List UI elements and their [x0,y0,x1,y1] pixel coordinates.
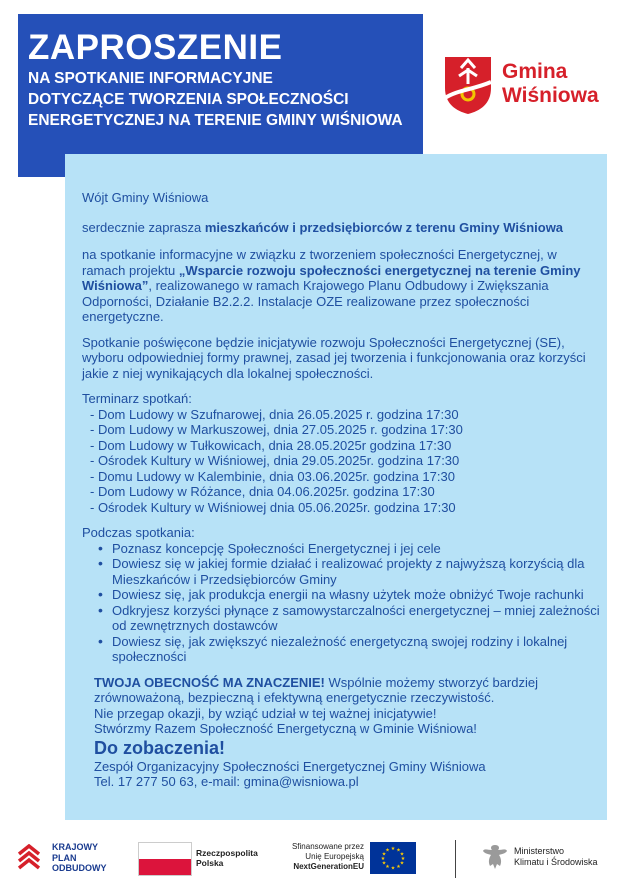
benefit-item: • Poznasz koncepcję Społeczności Energetycznej i jej cele [98,541,602,557]
eu-line: Unię Europejską [305,852,364,861]
benefit-item: • Dowiesz się, jak produkcja energii na własny użytek może obniżyć Twoje rachunki [98,587,602,603]
svg-text:★: ★ [399,860,405,867]
during-title: Podczas spotkania: [82,525,195,540]
closing-heading: Do zobaczenia! [94,737,226,758]
logo-line: Gmina [502,60,568,83]
svg-text:★: ★ [390,865,396,872]
ministry-line: Klimatu i Środowiska [514,857,598,867]
project-name: „Wsparcie rozwoju społeczności energetycznej na terenie Gminy Wiśniowa” [82,262,581,293]
schedule-item: - Dom Ludowy w Markuszowej, dnia 27.05.2025 r. godzina 17:30 [90,422,463,437]
invite-audience: mieszkańców i przedsiębiorców z terenu Gminy Wiśniowa [204,219,564,235]
svg-text:★: ★ [399,851,405,858]
schedule-item: - Domu Ludowy w Kalembinie, dnia 03.06.2025r. godzina 17:30 [90,468,455,484]
subtitle-line: NA SPOTKANIE INFORMACYJNE [28,70,273,87]
logo-line: Wiśniowa [502,84,599,107]
benefit-item: • Dowiesz się, jak zwiększyć niezależność energetyczną swojej rodziny i lokalnej społeczności [98,634,602,665]
schedule-item: - Dom Ludowy w Szufnarowej, dnia 26.05.2025 r. godzina 17:30 [90,406,459,422]
eagle-emblem-icon [482,842,508,872]
eu-line: NextGenerationEU [293,862,364,871]
kpo-line: PLAN [52,852,77,863]
eu-flag-icon [370,842,416,874]
kpo-line: KRAJOWY [52,842,99,852]
svg-text:★: ★ [390,846,396,852]
gmina-logo [442,52,612,122]
page-subtitle [28,68,418,131]
invite-prefix: serdecznie zaprasza [82,219,205,235]
svg-text:★: ★ [381,851,387,858]
schedule-list [82,407,602,516]
invite-line [82,220,602,236]
importance-text: Wspólnie możemy stworzyć bardziej zrównoważoną, bezpieczną i efektywną energetycznie rzeczywistość. [94,674,538,705]
schedule-item: - Dom Ludowy w Różance, dnia 04.06.2025r. godzina 17:30 [90,484,435,499]
slogan-line: Stwórzmy Razem Społeczność Energetyczną w Gminie Wiśniowa! [94,721,477,736]
svg-text:★: ★ [400,856,406,862]
subtitle-line: ENERGETYCZNEJ NA TERENIE GMINY WIŚNIOWA [28,112,403,129]
eu-funding-text [286,842,364,872]
team-line: Zespół Organizacyjny Społeczności Energetycznej Gminy Wiśniowa [94,758,486,774]
benefit-item: • Odkryjesz korzyści płynące z samowystarczalności energetycznej – mniej zależności od zewnętrznych dostawców [98,603,602,634]
greeting: Wójt Gminy Wiśniowa [82,190,209,205]
importance-paragraph [82,675,602,706]
svg-text:★: ★ [396,847,401,854]
eu-line: Sfinansowane przez [291,842,364,851]
rp-line: Polska [196,858,224,868]
kpo-line: ODBUDOWY [52,863,107,873]
rp-line: Rzeczpospolita [196,848,258,858]
schedule-item: - Ośrodek Kultury w Wiśniowej dnia 05.06.2025r. godzina 17:30 [90,499,456,515]
schedule-item: - Ośrodek Kultury w Wiśniowej, dnia 29.05.2025r. godzina 17:30 [90,453,460,468]
kpo-logo-text [52,842,107,874]
purpose-paragraph: Spotkanie poświęcone będzie inicjatywie rozwoju Społeczności Energetycznej (SE), wyboru odpowiedniej formy prawnej, zasad jej tworzenia i funkcjonowania oraz korzyści jakie z niej wynikających dla lokalnej społeczności. [82,334,586,381]
dont-miss-line: Nie przegap okazji, by wziąć udział w tej ważnej inicjatywie! [94,705,437,721]
contact-line: Tel. 17 277 50 63, e-mail: gmina@wisniowa.pl [94,774,359,789]
svg-text:★: ★ [385,864,390,870]
svg-text:★: ★ [385,847,390,854]
svg-text:★: ★ [381,860,387,867]
svg-text:★: ★ [380,856,386,862]
rp-logo-text [196,848,258,868]
subtitle-line: DOTYCZĄCE TWORZENIA SPOŁECZNOŚCI [28,91,349,108]
polish-flag-icon [138,842,192,876]
schedule-item: - Dom Ludowy w Tułkowicach, dnia 28.05.2025r godzina 17:30 [90,437,452,453]
kpo-logo-icon [17,844,47,872]
meeting-suffix: , realizowanego w ramach Krajowego Planu Odbudowy i Zwiększania Odporności, Działanie B2.2.2. Instalacje OZE realizowane przez społeczności energetyczne. [82,278,549,324]
schedule-title: Terminarz spotkań: [82,391,192,406]
ministry-line: Ministerstwo [514,846,565,856]
footer-logos [0,828,625,891]
benefit-item: • Dowiesz się w jakiej formie działać i realizować projekty z najwyższą korzyścią dla Mieszkańców i Przedsiębiorców Gminy [98,556,602,587]
gmina-crest-icon [442,54,494,116]
invitation-body [82,190,602,790]
gmina-logo-text [502,60,599,108]
page-title: ZAPROSZENIE [28,28,283,67]
ministry-logo-text [514,846,598,868]
importance-heading: TWOJA OBECNOŚĆ MA ZNACZENIE! [94,674,325,690]
benefits-list [82,541,602,665]
svg-text:★: ★ [396,864,401,870]
meeting-paragraph [82,247,602,325]
meeting-prefix: na spotkanie informacyjne w związku z tworzeniem społeczności Energetycznej, w ramach projektu [82,247,557,278]
footer-divider [455,840,456,878]
